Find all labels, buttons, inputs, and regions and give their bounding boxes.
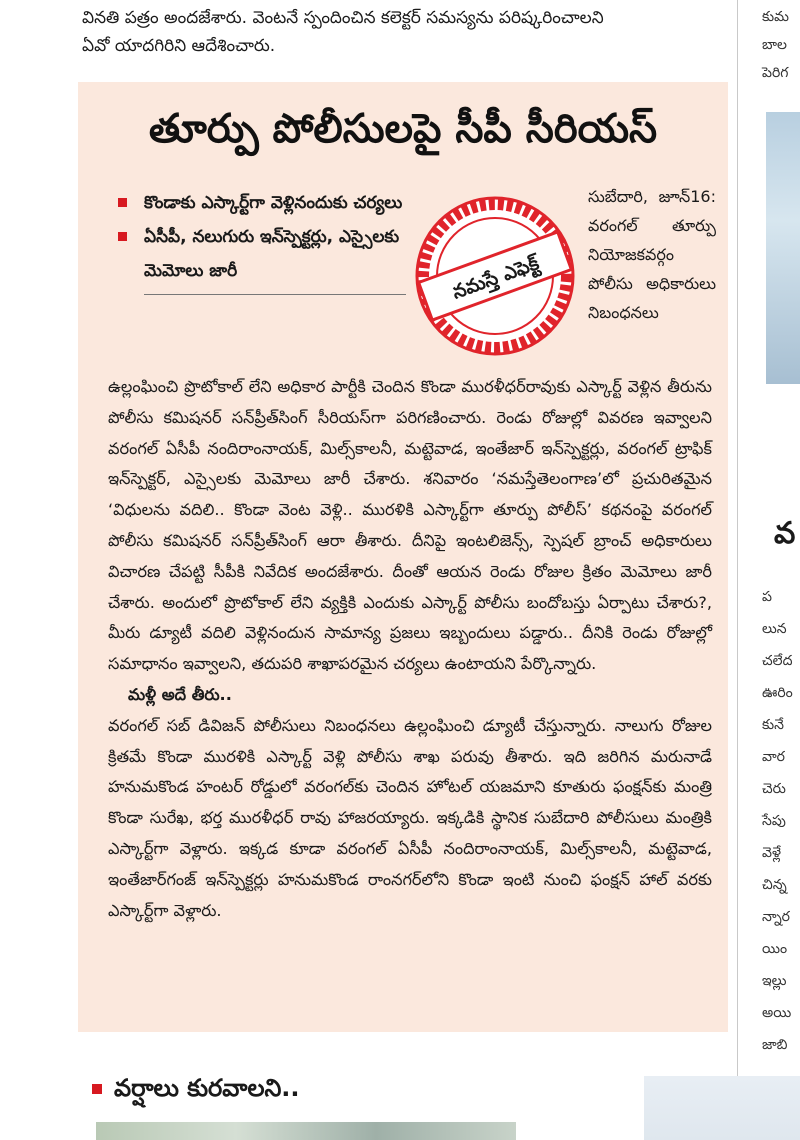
- stamp-text: నమస్తే ఎఫెక్ట్: [449, 252, 542, 304]
- right-line: వెళ్లే: [762, 845, 781, 861]
- right-line: న్నార: [762, 909, 790, 925]
- story-body: [108, 372, 712, 926]
- right-line: పెరిగ: [762, 65, 789, 81]
- story-bullets: [114, 186, 444, 295]
- right-line: అయి: [762, 1005, 792, 1021]
- adjacent-bottom-photo: [644, 1076, 800, 1140]
- bullet-item: [114, 186, 444, 220]
- right-line: ఇల్లు: [762, 973, 787, 989]
- adjacent-photo: [766, 112, 800, 384]
- bullet-text-2: ఏసీపీ, నలుగురు ఇన్‌స్పెక్టర్లు, ఎస్సైలకు మెమోలు జారీ: [144, 227, 400, 281]
- next-story-photo: [96, 1122, 516, 1140]
- red-square-icon: [92, 1084, 102, 1094]
- next-story-headline: [92, 1074, 300, 1108]
- story-paragraph-1: ఉల్లంఘించి ప్రొటోకాల్ లేని అధికార పార్టీకి చెందిన కొండా మురళీధర్‌రావుకు ఎస్కార్ట్ వెళ్లిన తీరును పోలీసు కమిషనర్ సన్‌ప్రీత్‌సింగ్ సీరియస్‌గా పరిగణించారు. రెండు రోజుల్లో వివరణ ఇవ్వాలని వరంగల్ ఏసీపీ నందిరాంనాయక్, మిల్స్‌కాలనీ, మట్టెవాడ, ఇంతేజార్ ఇన్‌స్పెక్టర్లు, వరంగల్ ట్రాఫిక్ ఇన్‌స్పెక్టర్, ఎస్సైలకు మెమోలు జారీ చేశారు. శనివారం ‘నమస్తేతెలంగాణ’లో ప్రచురితమైన ‘విధులను వదిలి.. కొండా వెంట వెళ్లి.. మురళికి ఎస్కార్ట్‌గా తూర్పు పోలీస్’ కథనంపై వరంగల్ పోలీసు కమిషనర్ సన్‌ప్రీత్‌సింగ్ ఆరా తీశారు. దీనిపై ఇంటలిజెన్స్, స్పెషల్ బ్రాంచ్ అధికారులు విచారణ చేపట్టి సీపీకి నివేదిక అందజేశారు. దీంతో ఆయన రెండు రోజుల క్రితం మెమోలు జారీ చేశారు. అందులో ప్రొటోకాల్ లేని వ్యక్తికి ఎందుకు ఎస్కార్ట్ పోలీసు బందోబస్తు ఏర్పాటు చేశారు?, మీరు డ్యూటీ వదిలి వెళ్లినందున సామాన్య ప్రజలు ఇబ్బందులు పడ్డారు.. దీనికి రెండు రోజుల్లో సమాధానం ఇవ్వాలని, తదుపరి శాఖాపరమైన చర్యలు ఉంటాయని పేర్కొన్నారు.: [108, 377, 712, 674]
- right-line: సేపు: [762, 813, 786, 829]
- right-line: జాబి: [762, 1037, 788, 1053]
- story-subhead: మళ్లీ అదే తీరు..: [128, 684, 232, 704]
- right-line: ఊరిం: [762, 685, 793, 701]
- right-line: కునే: [762, 717, 784, 733]
- adjacent-headline: వ: [774, 516, 796, 551]
- red-square-icon: [118, 232, 127, 241]
- bullet-divider: [144, 294, 406, 295]
- top-paragraph: [82, 4, 722, 60]
- column-divider: [737, 0, 738, 1140]
- story-paragraph-2: వరంగల్ సబ్ డివిజన్ పోలీసులు నిబంధనలు ఉల్లంఘించి డ్యూటీ చేస్తున్నారు. నాలుగు రోజుల క్రితమే కొండా మురళికి ఎస్కార్ట్ వెళ్లి పోలీసు శాఖ పరువు తీశారు. ఇది జరిగిన మరునాడే హనుమకొండ హంటర్ రోడ్డులో వరంగల్‌కు చెందిన హోటల్ యజమాని కూతురు ఫంక్షన్‌కు మంత్రి కొండా సురేఖ, భర్త మురళీధర్ రావు హాజరయ్యారు. ఇక్కడికి స్థానిక సుబేదారి పోలీసులు మంత్రికి ఎస్కార్ట్‌గా వెళ్లారు. ఇక్కడ కూడా వరంగల్ ఏసీపీ నందిరాంనాయక్, మిల్స్‌కాలనీ, మట్టెవాడ, ఇంతేజార్‌గంజ్ ఇన్‌స్పెక్టర్లు హనుమకొండ రాంనగర్‌లోని కొండా ఇంటి నుంచి ఫంక్షన్ హాల్ వరకు ఎస్కార్ట్‌గా వెళ్లారు.: [108, 715, 712, 920]
- top-paragraph-line2: ఏవో యాదగిరిని ఆదేశించారు.: [82, 36, 276, 56]
- next-story-headline-text: వర్షాలు కురవాలని..: [114, 1074, 300, 1102]
- right-line: కుమ: [762, 9, 789, 25]
- right-line: చెరు: [762, 781, 786, 797]
- right-line: లున: [762, 621, 787, 637]
- right-line: యిం: [762, 941, 788, 957]
- story-headline: తూర్పు పోలీసులపై సీపీ సీరియస్: [148, 106, 658, 152]
- right-line: ప: [762, 589, 772, 605]
- right-line: వార: [762, 749, 785, 765]
- namaste-effect-stamp: [413, 194, 577, 358]
- bullet-item: [114, 220, 444, 288]
- bullet-text-1: కొండాకు ఎస్కార్ట్‌గా వెళ్లినందుకు చర్యలు: [144, 193, 403, 213]
- right-line: చిన్న: [762, 877, 787, 893]
- right-line: చలేద: [762, 653, 793, 669]
- story-dateline: సుబేదారి, జూన్16: వరంగల్ తూర్పు నియోజకవర్గం పోలీసు అధికారులు నిబంధనలు: [588, 187, 716, 322]
- right-line: బాల: [762, 37, 787, 53]
- top-paragraph-line1: వినతి పత్రం అందజేశారు. వెంటనే స్పందించిన కలెక్టర్ సమస్యను పరిష్కరించాలని: [82, 8, 604, 28]
- news-story-box: [78, 82, 728, 1032]
- red-square-icon: [118, 198, 127, 207]
